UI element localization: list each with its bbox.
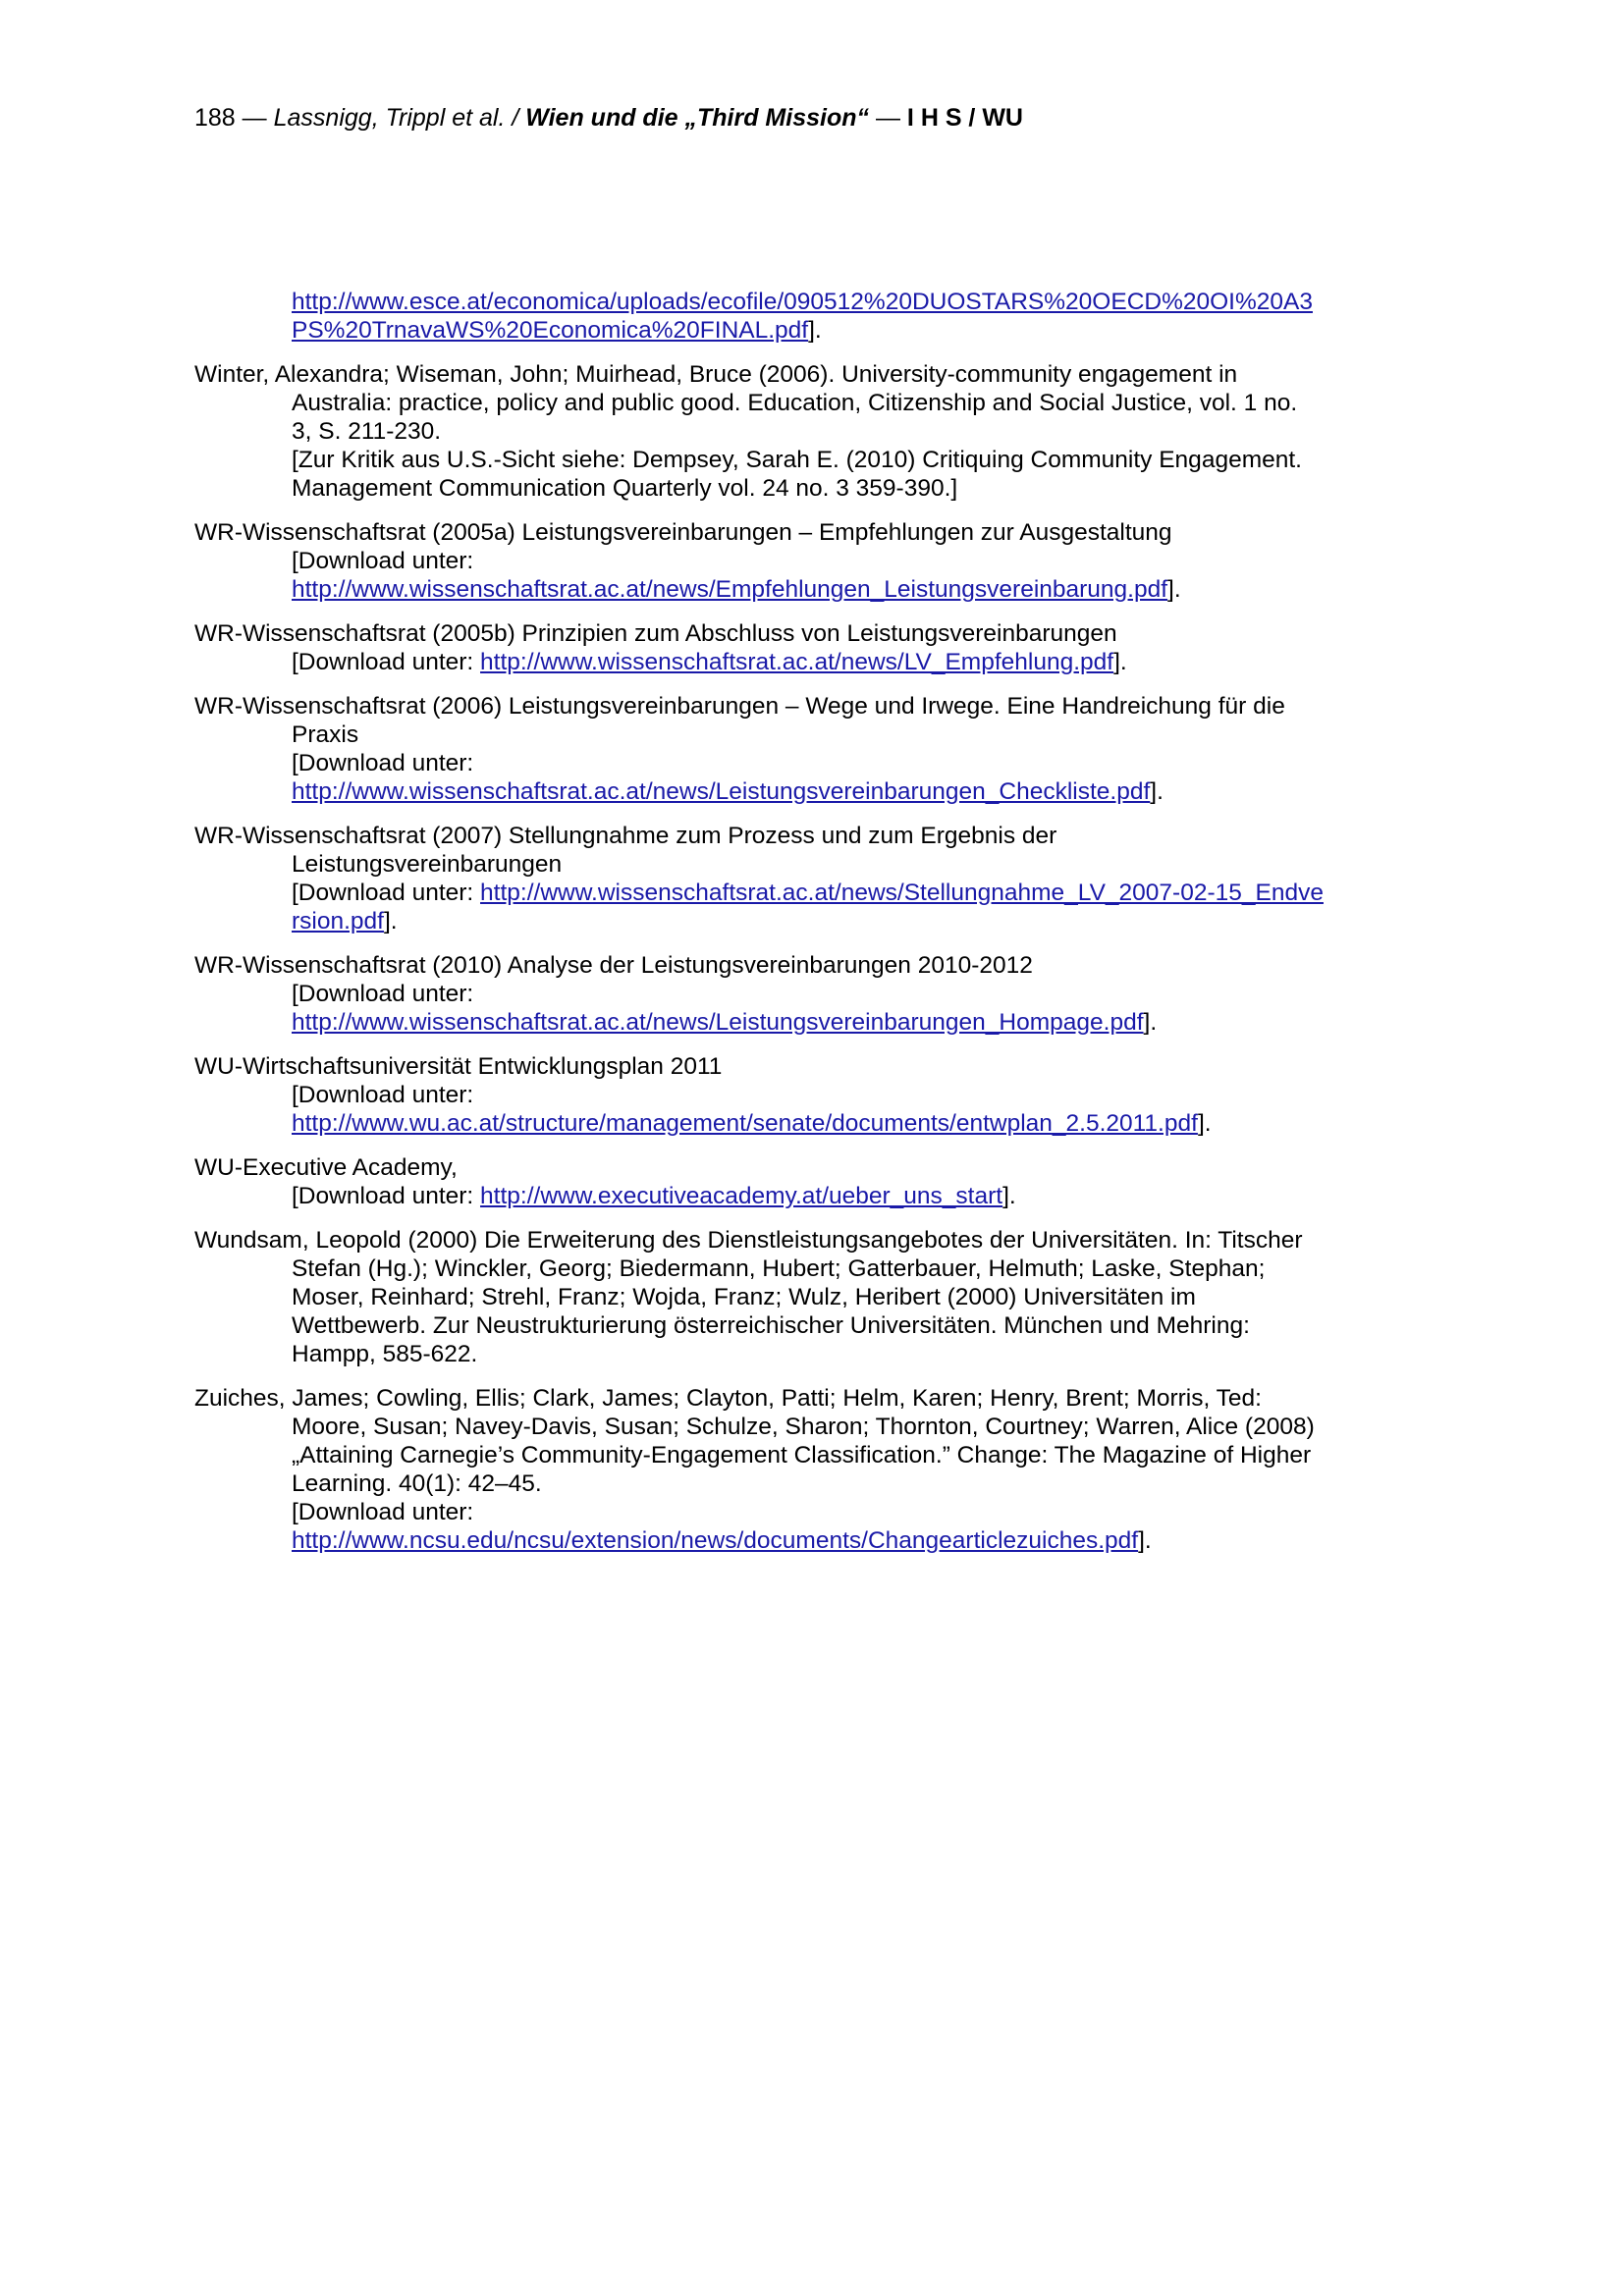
download-prefix: [Download unter:	[292, 1082, 474, 1108]
reference-suffix: ].	[808, 317, 822, 344]
reference-text: WR-Wissenschaftsrat (2005a) Leistungsvereinbarungen – Empfehlungen zur Ausgestaltung	[194, 519, 1172, 546]
reference-link[interactable]: http://www.executiveacademy.at/ueber_uns_start	[480, 1183, 1003, 1209]
download-prefix: [Download unter:	[292, 1183, 474, 1209]
reference-text: WU-Executive Academy,	[194, 1154, 458, 1181]
reference-note: [Zur Kritik aus U.S.-Sicht siehe: Dempsey, Sarah E. (2010) Critiquing Community Engagement. Management Communication Quarterly vol. 24 no. 3 359-390.]	[292, 447, 1302, 502]
reference-suffix: ].	[1167, 576, 1181, 603]
reference-entry	[194, 1153, 1324, 1210]
reference-text: WR-Wissenschaftsrat (2006) Leistungsvereinbarungen – Wege und Irwege. Eine Handreichung für die Praxis	[194, 693, 1285, 748]
reference-link[interactable]: http://www.ncsu.edu/ncsu/extension/news/documents/Changearticlezuiches.pdf	[292, 1527, 1139, 1554]
reference-entry	[194, 1384, 1324, 1555]
reference-link[interactable]: http://www.wu.ac.at/structure/management/senate/documents/entwplan_2.5.2011.pdf	[292, 1110, 1198, 1137]
download-prefix: [Download unter:	[292, 981, 474, 1007]
header-dash: —	[869, 104, 907, 132]
reference-suffix: ].	[1138, 1527, 1152, 1554]
reference-entry	[194, 360, 1324, 503]
reference-suffix: ].	[383, 908, 398, 934]
download-prefix: [Download unter:	[292, 649, 474, 675]
reference-entry	[194, 1052, 1324, 1138]
reference-text: Zuiches, James; Cowling, Ellis; Clark, James; Clayton, Patti; Helm, Karen; Henry, Brent; Morris, Ted: Moore, Susan; Navey-Davis, Susan; Schulze, Sharon; Thornton, Courtney; Warren, Alice (2008) „Attaining Carnegie’s Community-Engagement Classification.” Change: The Magazine of Higher Learning. 40(1): 42–45.	[194, 1385, 1315, 1497]
reference-link[interactable]: http://www.esce.at/economica/uploads/ecofile/090512%20DUOSTARS%20OECD%20OI%20A3PS%20TrnavaWS%20Economica%20FINAL.pdf	[292, 289, 1313, 344]
header-institutions: I H S / WU	[906, 104, 1023, 132]
reference-entry	[194, 518, 1324, 604]
header-title: Wien und die „Third Mission“	[525, 104, 870, 132]
download-prefix: [Download unter:	[292, 1499, 474, 1525]
reference-link[interactable]: http://www.wissenschaftsrat.ac.at/news/LV_Empfehlung.pdf	[480, 649, 1114, 675]
reference-text: Winter, Alexandra; Wiseman, John; Muirhead, Bruce (2006). University-community engagement in Australia: practice, policy and public good. Education, Citizenship and Social Justice, vol. 1 no. 3, S. 211-230.	[194, 361, 1298, 445]
reference-entry	[194, 951, 1324, 1037]
reference-text: WR-Wissenschaftsrat (2010) Analyse der Leistungsvereinbarungen 2010-2012	[194, 952, 1033, 979]
reference-text: Wundsam, Leopold (2000) Die Erweiterung des Dienstleistungsangebotes der Universitäten. In: Titscher Stefan (Hg.); Winckler, Georg; Biedermann, Hubert; Gatterbauer, Helmuth; Laske, Stephan; Moser, Reinhard; Strehl, Franz; Wojda, Franz; Wulz, Heribert (2000) Universitäten im Wettbewerb. Zur Neustrukturierung österreichischer Universitäten. München und Mehring: Hampp, 585-622.	[194, 1227, 1303, 1367]
reference-entry	[194, 619, 1324, 676]
header-dash: —	[235, 104, 274, 132]
reference-suffix: ].	[1197, 1110, 1212, 1137]
reference-suffix: ].	[1113, 649, 1127, 675]
page-header	[194, 102, 1023, 133]
download-prefix: [Download unter:	[292, 548, 474, 574]
download-prefix: [Download unter:	[292, 750, 474, 776]
reference-suffix: ].	[1150, 778, 1164, 805]
header-authors: Lassnigg, Trippl et al. /	[273, 104, 526, 132]
reference-entry	[194, 288, 1324, 345]
download-prefix: [Download unter:	[292, 880, 474, 906]
reference-text: WR-Wissenschaftsrat (2007) Stellungnahme zum Prozess und zum Ergebnis der Leistungsvereinbarungen	[194, 823, 1057, 878]
reference-suffix: ].	[1143, 1009, 1158, 1036]
reference-link[interactable]: http://www.wissenschaftsrat.ac.at/news/Leistungsvereinbarungen_Checkliste.pdf	[292, 778, 1151, 805]
reference-suffix: ].	[1002, 1183, 1016, 1209]
page-number: 188	[194, 104, 236, 132]
reference-link[interactable]: http://www.wissenschaftsrat.ac.at/news/Empfehlungen_Leistungsvereinbarung.pdf	[292, 576, 1168, 603]
reference-text: WU-Wirtschaftsuniversität Entwicklungsplan 2011	[194, 1053, 723, 1080]
reference-entry	[194, 822, 1324, 935]
reference-text: WR-Wissenschaftsrat (2005b) Prinzipien zum Abschluss von Leistungsvereinbarungen	[194, 620, 1117, 647]
reference-list	[194, 288, 1324, 1571]
reference-link[interactable]: http://www.wissenschaftsrat.ac.at/news/Leistungsvereinbarungen_Hompage.pdf	[292, 1009, 1144, 1036]
reference-entry	[194, 692, 1324, 806]
reference-link[interactable]: http://www.wissenschaftsrat.ac.at/news/Stellungnahme_LV_2007-02-15_Endversion.pdf	[292, 880, 1324, 934]
reference-entry	[194, 1226, 1324, 1368]
